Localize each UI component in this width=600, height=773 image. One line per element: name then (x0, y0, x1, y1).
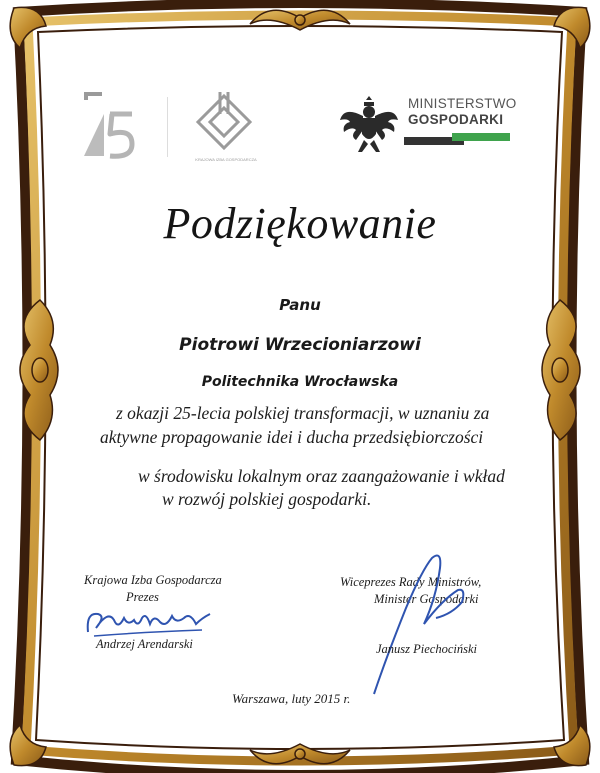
body-line-2: aktywne propagowanie idei i ducha przedsiębiorczości (100, 427, 484, 447)
right-signatory-name: Janusz Piechociński (376, 642, 478, 656)
anniversary-logo-name (80, 150, 81, 151)
left-ornament (20, 300, 58, 440)
left-signatory-role: Prezes (126, 590, 159, 604)
right-ornament (542, 300, 580, 440)
left-signatory-organization: Krajowa Izba Gospodarcza (84, 573, 222, 587)
institution-name: Politechnika Wrocławska (201, 374, 399, 390)
ministry-name-line1: MINISTERSTWO (408, 96, 517, 111)
logo-divider (167, 97, 168, 157)
ministry-stripes (404, 131, 512, 147)
body-line-4: w rozwój polskiej gospodarki. (162, 489, 372, 509)
kig-logo-caption: KRAJOWA IZBA GOSPODARCZA (195, 157, 257, 162)
ministry-name-line2: GOSPODARKI (408, 112, 504, 127)
recipient-name: Piotrowi Wrzecioniarzowi (179, 335, 421, 355)
left-handwritten-signature (84, 602, 214, 642)
right-signatory-role-line1: Wiceprezes Rady Ministrów, (340, 575, 482, 589)
kig-logo (192, 92, 256, 154)
certificate-title: Podziękowanie (163, 199, 437, 248)
right-signatory-role-line2: Minister Gospodarki (374, 592, 479, 606)
left-signatory-name: Andrzej Arendarski (96, 637, 193, 651)
anniversary-25-logo (80, 92, 140, 164)
right-handwritten-signature (366, 548, 476, 698)
polish-eagle-emblem (338, 92, 400, 156)
body-line-1: z okazji 25-lecia polskiej transformacji, w uznaniu za (116, 403, 490, 423)
salutation: Panu (279, 296, 321, 314)
place-and-date: Warszawa, luty 2015 r. (232, 691, 351, 706)
body-line-3: w środowisku lokalnym oraz zaangażowanie i wkład (138, 466, 505, 486)
